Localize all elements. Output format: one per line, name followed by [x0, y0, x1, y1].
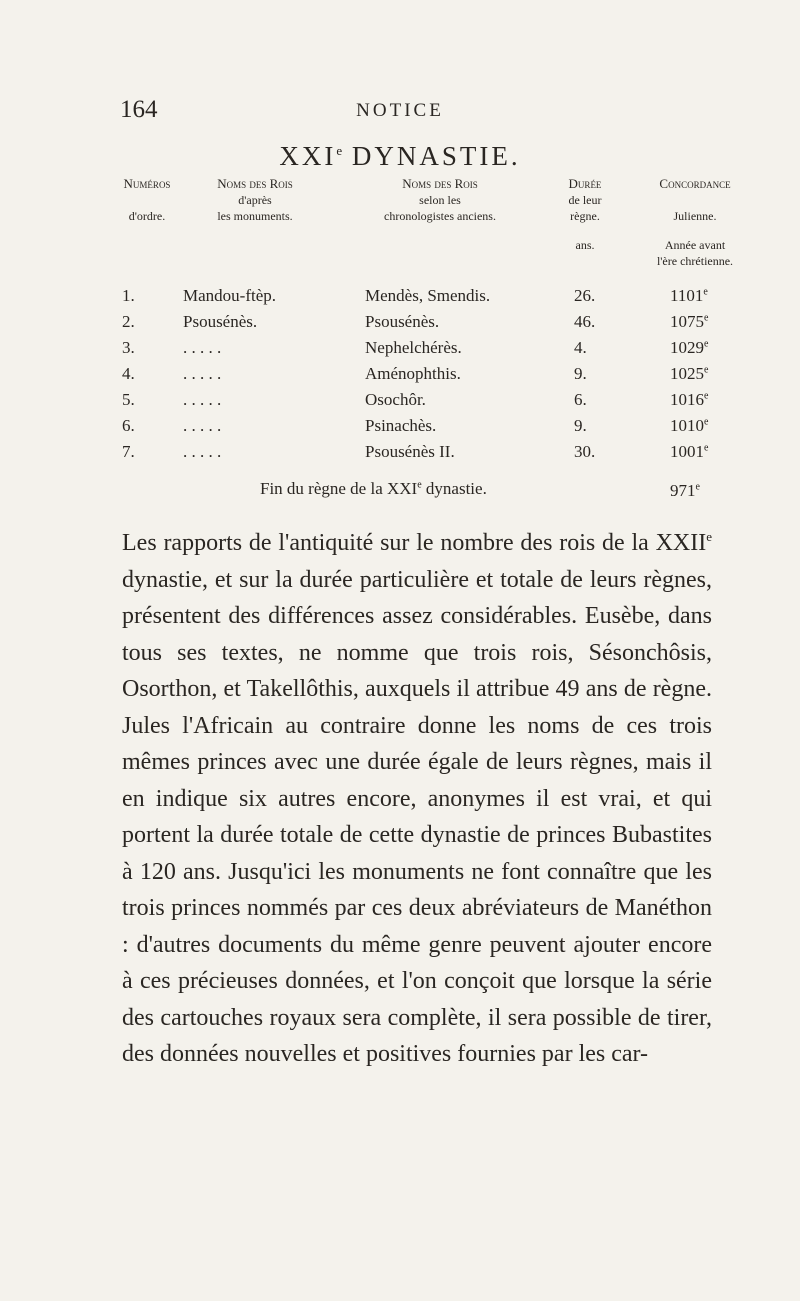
- row-chrono-name: Mendès, Smendis.: [365, 286, 491, 305]
- row-number: 6.: [122, 416, 135, 435]
- row-year: 1029e: [670, 338, 709, 357]
- row-duration: 9.: [574, 364, 587, 383]
- header-chronologistes: Noms des Rois selon les chronologistes anciens.: [384, 176, 496, 223]
- row-number: 7.: [122, 442, 135, 461]
- row-number: 4.: [122, 364, 135, 383]
- row-chrono-name: Osochôr.: [365, 390, 426, 409]
- row-number: 3.: [122, 338, 135, 357]
- table-row: [0, 364, 800, 390]
- row-duration: 4.: [574, 338, 587, 357]
- row-monument-name: . . . . .: [183, 416, 222, 435]
- row-chrono-name: Psinachès.: [365, 416, 437, 435]
- header-duree: Durée de leur règne. ans.: [568, 176, 602, 252]
- row-year: 1075e: [670, 312, 709, 331]
- row-duration: 46.: [574, 312, 596, 331]
- row-number: 2.: [122, 312, 135, 331]
- header-monuments: Noms des Rois d'après les monuments.: [217, 176, 293, 223]
- row-chrono-name: Aménophthis.: [365, 364, 461, 383]
- running-head: NOTICE: [356, 100, 444, 121]
- row-year: 1101e: [670, 286, 708, 305]
- row-monument-name: Mandou-ftèp.: [183, 286, 277, 305]
- row-monument-name: . . . . .: [183, 364, 222, 383]
- fin-label: Fin du règne de la XXIe dynastie.: [260, 479, 487, 498]
- section-title: XXIe DYNASTIE.: [279, 141, 521, 171]
- table-row: [0, 312, 800, 338]
- row-year: 1001e: [670, 442, 709, 461]
- table-row: [0, 286, 800, 312]
- body-paragraph: Les rapports de l'antiquité sur le nombre des rois de la XXIIe dynastie, et sur la durée particulière et totale de leurs règnes, présentent des différences assez considérables. Eusèbe, dans tous ses textes, ne nomme que trois rois, Sésonchôsis, Osorthon, et Takellôthis, auxquels il attribue 49 ans de règne. Jules l'Africain au contraire donne les noms de ces trois mêmes princes avec une durée égale de leurs règnes, mais il en indique six autres encore, anonymes il est vrai, et qui portent la durée totale de cette dynastie de princes Bubastites à 120 ans. Jusqu'ici les monuments ne font connaître que les trois princes nommés par ces deux abréviateurs de Manéthon : d'autres documents du même genre peuvent ajouter encore à ces précieuses données, et l'on conçoit que lorsque la série des cartouches royaux sera complète, il sera possible de tirer, des données nouvelles et positives fournies par les car-: [122, 529, 712, 1067]
- row-chrono-name: Psousénès.: [365, 312, 440, 331]
- row-chrono-name: Nephelchérès.: [365, 338, 462, 357]
- table-footer: [0, 479, 800, 503]
- table-row: [0, 338, 800, 364]
- header-concordance: Concordance Julienne. Année avant l'ère chrétienne.: [656, 176, 734, 268]
- row-duration: 30.: [574, 442, 596, 461]
- row-year: 1010e: [670, 416, 709, 435]
- row-monument-name: . . . . .: [183, 338, 222, 357]
- page-number: 164: [120, 96, 158, 123]
- row-monument-name: . . . . .: [183, 390, 222, 409]
- row-chrono-name: Psousénès II.: [365, 442, 455, 461]
- row-number: 5.: [122, 390, 135, 409]
- table-row: [0, 416, 800, 442]
- row-duration: 26.: [574, 286, 596, 305]
- row-year: 1016e: [670, 390, 709, 409]
- row-duration: 6.: [574, 390, 587, 409]
- row-year: 1025e: [670, 364, 709, 383]
- row-monument-name: . . . . .: [183, 442, 222, 461]
- header-numeros: Numéros d'ordre.: [123, 176, 171, 223]
- row-duration: 9.: [574, 416, 587, 435]
- table-row: [0, 390, 800, 416]
- row-monument-name: Psousénès.: [183, 312, 258, 331]
- fin-year: 971e: [670, 481, 700, 500]
- row-number: 1.: [122, 286, 135, 305]
- table-row: [0, 442, 800, 468]
